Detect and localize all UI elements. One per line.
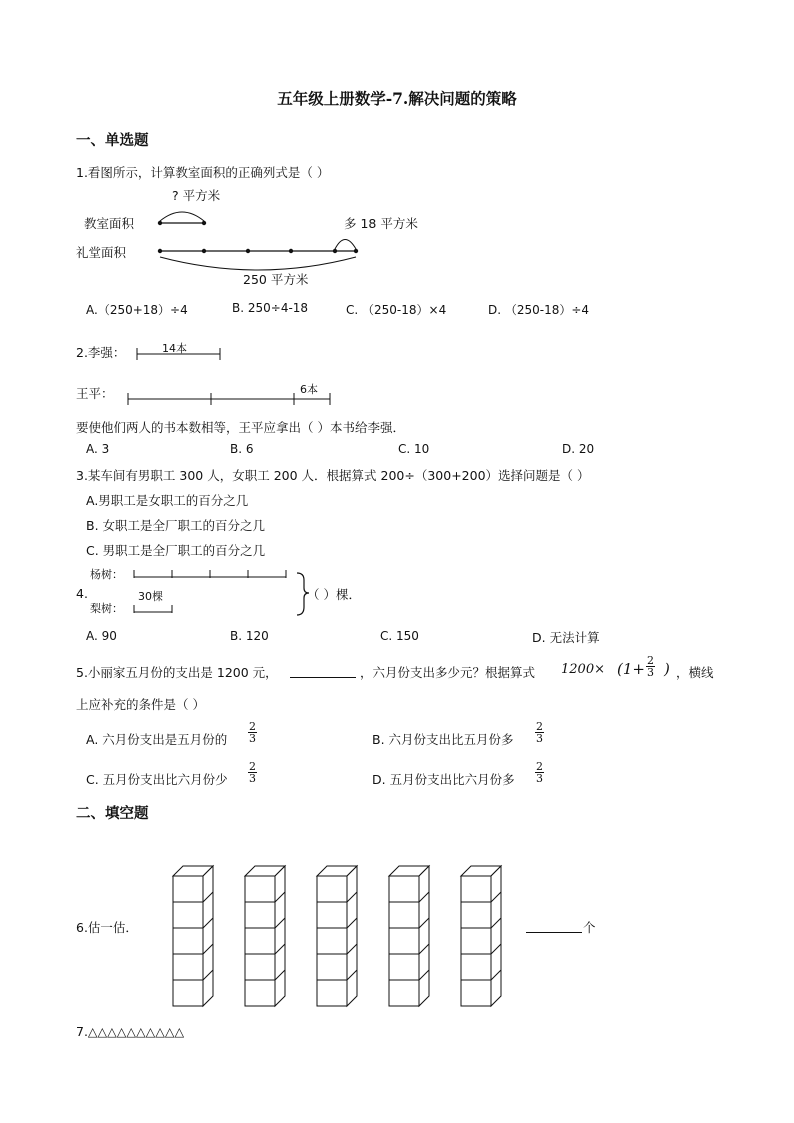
q4-option-b[interactable]: B. 120: [230, 629, 269, 643]
q5-option-b[interactable]: B. 六月份支出比五月份多: [372, 732, 514, 747]
fraction-denominator: 3: [536, 732, 543, 745]
q1-label-more: 多 18 平方米: [344, 216, 418, 231]
q3-option-b[interactable]: B. 女职工是全厂职工的百分之几: [86, 518, 266, 533]
q5-stem-part-b: ，六月份支出多少元？根据算式: [360, 665, 536, 680]
q4-option-c[interactable]: C. 150: [380, 629, 419, 643]
q5-stem-line2: 上应补充的条件是（ ）: [76, 697, 205, 712]
q4-option-d[interactable]: D. 无法计算: [532, 630, 600, 645]
q4-label-yang: 杨树：: [90, 568, 123, 581]
q5-formula-open: (1+: [617, 660, 645, 678]
fraction-numerator: 2: [647, 654, 654, 667]
q4-option-a[interactable]: A. 90: [86, 629, 117, 643]
q5-stem-part-a: 5.小丽家五月份的支出是 1200 元，: [76, 665, 278, 680]
q5-option-c[interactable]: C. 五月份支出比六月份少: [86, 772, 228, 787]
q3-option-c[interactable]: C. 男职工是全厂职工的百分之几: [86, 543, 266, 558]
q6-unit: 个: [583, 920, 596, 935]
q2-option-b[interactable]: B. 6: [230, 442, 254, 456]
fraction-numerator: 2: [536, 720, 543, 733]
q3-stem: 3.某车间有男职工 300 人，女职工 200 人．根据算式 200÷（300+200）选择问题是（ ）: [76, 468, 590, 483]
q5-formula-close: ): [664, 660, 670, 678]
q5-stem-part-c: ，横线: [676, 665, 714, 680]
q4-number: 4.: [76, 586, 88, 601]
q2-option-d[interactable]: D. 20: [562, 442, 595, 456]
q5-option-a[interactable]: A. 六月份支出是五月份的: [86, 732, 228, 747]
q1-option-d[interactable]: D. （250-18）÷4: [488, 303, 590, 317]
q5-formula-1200: 1200×: [561, 662, 605, 677]
q1-stem: 1.看图所示，计算教室面积的正确列式是（ ）: [76, 165, 330, 180]
fraction-numerator: 2: [536, 760, 543, 773]
fraction-denominator: 3: [536, 772, 543, 785]
q6-stem: 6.估一估．: [76, 920, 138, 935]
section-heading-fill-blank: 二、填空题: [76, 806, 149, 822]
q1-label-total: 250 平方米: [243, 272, 309, 287]
q2-wang-books: 6本: [300, 383, 318, 396]
fraction-numerator: 2: [249, 720, 256, 733]
q1-option-c[interactable]: C. （250-18）×4: [346, 303, 447, 317]
q5-option-d[interactable]: D. 五月份支出比六月份多: [372, 772, 515, 787]
q4-li-count: 30棵: [138, 590, 163, 603]
q7-stem: 7.△△△△△△△△△△: [76, 1024, 185, 1039]
q2-label-wang: 王平：: [76, 386, 114, 401]
q1-label-classroom: 教室面积: [84, 216, 135, 231]
q2-label-li: 2.李强：: [76, 345, 126, 360]
page-title: 五年级上册数学-7.解决问题的策略: [277, 89, 517, 108]
q4-answer: （ ）棵．: [307, 587, 361, 602]
q1-label-hall: 礼堂面积: [76, 245, 127, 260]
fraction-denominator: 3: [249, 772, 256, 785]
q3-option-a[interactable]: A.男职工是女职工的百分之几: [86, 493, 249, 508]
q1-option-a[interactable]: A.（250+18）÷4: [86, 303, 188, 317]
fraction-numerator: 2: [249, 760, 256, 773]
q2-option-c[interactable]: C. 10: [398, 442, 430, 456]
q6-answer-blank[interactable]: [526, 932, 582, 933]
q2-li-books: 14本: [162, 342, 187, 355]
section-heading-single-choice: 一、单选题: [76, 133, 149, 149]
q2-stem: 要使他们两人的书本数相等，王平应拿出（ ）本书给李强．: [76, 420, 405, 435]
q4-label-li: 梨树：: [90, 602, 123, 615]
fraction-denominator: 3: [249, 732, 256, 745]
q1-label-unknown: ? 平方米: [172, 188, 221, 203]
fraction-denominator: 3: [647, 666, 654, 679]
q2-option-a[interactable]: A. 3: [86, 442, 110, 456]
q1-option-b[interactable]: B. 250÷4-18: [232, 301, 309, 315]
